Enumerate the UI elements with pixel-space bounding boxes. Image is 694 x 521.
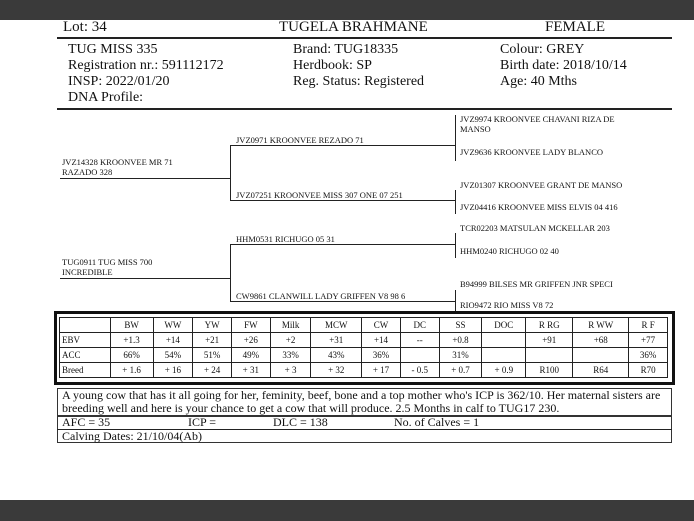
ebv-header-cell: R RG <box>526 318 573 333</box>
ebv-header-cell: R F <box>629 318 668 333</box>
table-cell: +1.3 <box>110 333 153 348</box>
header-rule <box>57 37 672 39</box>
table-cell: + 0.7 <box>439 363 482 378</box>
ebv-header-cell: BW <box>110 318 153 333</box>
dna-profile: DNA Profile: <box>68 90 144 105</box>
table-cell: + 16 <box>153 363 193 378</box>
table-cell: +31 <box>311 333 362 348</box>
ebv-header-cell: WW <box>153 318 193 333</box>
table-cell: + 3 <box>270 363 311 378</box>
table-cell: +0.8 <box>439 333 482 348</box>
ebv-row <box>60 333 668 348</box>
registration-status: Reg. Status: Registered <box>293 74 425 89</box>
table-cell: + 31 <box>231 363 270 378</box>
ebv-header-cell: YW <box>193 318 232 333</box>
dam-bracket <box>230 244 231 301</box>
registration-number: Registration nr.: 591112172 <box>68 58 224 73</box>
ebv-header-cell: DOC <box>482 318 526 333</box>
brand: Brand: TUG18335 <box>293 42 399 57</box>
lot-number: Lot: 34 <box>63 19 107 35</box>
animal-name: TUG MISS 335 <box>68 42 158 57</box>
ebv-row-label: EBV <box>60 333 111 348</box>
table-cell: - 0.5 <box>400 363 439 378</box>
ebv-header-cell: CW <box>362 318 401 333</box>
ebv-header-cell <box>60 318 111 333</box>
table-cell: + 0.9 <box>482 363 526 378</box>
icp-value: ICP = <box>188 415 216 429</box>
herdbook: Herdbook: SP <box>293 58 372 73</box>
table-cell: + 1.6 <box>110 363 153 378</box>
table-cell: -- <box>400 333 439 348</box>
age: Age: 40 Mths <box>500 74 577 89</box>
dd-bracket <box>455 290 456 312</box>
table-cell: + 24 <box>193 363 232 378</box>
ebv-header-cell: SS <box>439 318 482 333</box>
ds-line <box>230 244 455 245</box>
table-cell: 31% <box>439 348 482 363</box>
calves-count: No. of Calves = 1 <box>394 415 480 429</box>
bottom-dark-bar <box>0 500 694 521</box>
dd-line <box>230 301 455 302</box>
dam-line <box>60 278 230 279</box>
dd-dam-name: RIO9472 RIO MISS V8 72 <box>460 300 554 310</box>
dam-name: TUG0911 TUG MISS 700 INCREDIBLE <box>62 257 153 277</box>
table-cell: +91 <box>526 333 573 348</box>
sd-sire-name: JVZ01307 KROONVEE GRANT DE MANSO <box>460 180 623 190</box>
dd-sire-name: B94999 BILSES MR GRIFFEN JNR SPECI <box>460 279 613 289</box>
birth-date: Birth date: 2018/10/14 <box>500 58 627 73</box>
comments-text: A young cow that has it all going for her, feminity, beef, bone and a top mother who's ICP is 362/10. Her maternal sisters are breeding well and here is your chance to get a cow that will produce. 2.5 Months in calf to TUG17 230. <box>62 388 661 415</box>
top-dark-bar <box>0 0 694 20</box>
info-rule <box>57 108 672 110</box>
calving-dates: Calving Dates: 21/10/04(Ab) <box>62 429 202 443</box>
ebv-table <box>59 317 668 378</box>
sd-dam-name: JVZ04416 KROONVEE MISS ELVIS 04 416 <box>460 202 618 212</box>
ebv-header-cell: Milk <box>270 318 311 333</box>
table-cell: 43% <box>311 348 362 363</box>
table-cell: +68 <box>573 333 629 348</box>
ebv-header-cell: FW <box>231 318 270 333</box>
table-cell: 51% <box>193 348 232 363</box>
afc-value: AFC = 35 <box>62 415 111 429</box>
table-cell: + 17 <box>362 363 401 378</box>
table-cell <box>573 348 629 363</box>
sire-name: JVZ14328 KROONVEE MR 71 RAZADO 328 <box>62 157 173 177</box>
table-cell <box>526 348 573 363</box>
table-cell: R64 <box>573 363 629 378</box>
ss-sire-name: JVZ9974 KROONVEE CHAVANI RIZA DE MANSO <box>460 114 615 134</box>
dam-sire-name: HHM0531 RICHUGO 05 31 <box>236 234 335 244</box>
inspection-date: INSP: 2022/01/20 <box>68 74 170 89</box>
ebv-header-row <box>60 318 668 333</box>
breeder-name: TUGELA BRAHMANE <box>279 19 428 35</box>
sire-bracket <box>230 145 231 200</box>
ss-line <box>230 145 455 146</box>
table-cell: 54% <box>153 348 193 363</box>
table-cell: 66% <box>110 348 153 363</box>
table-cell: +14 <box>362 333 401 348</box>
ss-dam-name: JVZ9636 KROONVEE LADY BLANCO <box>460 147 603 157</box>
ebv-header-cell: DC <box>400 318 439 333</box>
ds-bracket <box>455 233 456 258</box>
table-cell: 33% <box>270 348 311 363</box>
dlc-value: DLC = 138 <box>273 415 328 429</box>
sd-line <box>230 200 455 201</box>
table-cell <box>482 333 526 348</box>
table-cell: +2 <box>270 333 311 348</box>
table-cell: +77 <box>629 333 668 348</box>
breed-row <box>60 363 668 378</box>
table-cell <box>400 348 439 363</box>
acc-row-label: ACC <box>60 348 111 363</box>
ebv-header-cell: R WW <box>573 318 629 333</box>
sire-sire-name: JVZ0971 KROONVEE REZADO 71 <box>236 135 364 145</box>
acc-row <box>60 348 668 363</box>
ss-bracket <box>455 115 456 161</box>
table-cell: +14 <box>153 333 193 348</box>
table-cell: 36% <box>362 348 401 363</box>
sire-dam-name: JVZ07251 KROONVEE MISS 307 ONE 07 251 <box>236 190 403 200</box>
ds-sire-name: TCR02203 MATSULAN MCKELLAR 203 <box>460 223 610 233</box>
breed-row-label: Breed <box>60 363 111 378</box>
table-cell <box>482 348 526 363</box>
table-cell: 49% <box>231 348 270 363</box>
dam-dam-name: CW9861 CLANWILL LADY GRIFFEN V8 98 6 <box>236 291 406 301</box>
sex-label: FEMALE <box>545 19 605 35</box>
ebv-header-cell: MCW <box>311 318 362 333</box>
ds-dam-name: HHM0240 RICHUGO 02 40 <box>460 246 559 256</box>
table-cell: R100 <box>526 363 573 378</box>
table-cell: 36% <box>629 348 668 363</box>
colour: Colour: GREY <box>500 42 585 57</box>
sd-bracket <box>455 190 456 214</box>
table-cell: + 32 <box>311 363 362 378</box>
table-cell: R70 <box>629 363 668 378</box>
sire-line <box>60 178 230 179</box>
table-cell: +21 <box>193 333 232 348</box>
table-cell: +26 <box>231 333 270 348</box>
